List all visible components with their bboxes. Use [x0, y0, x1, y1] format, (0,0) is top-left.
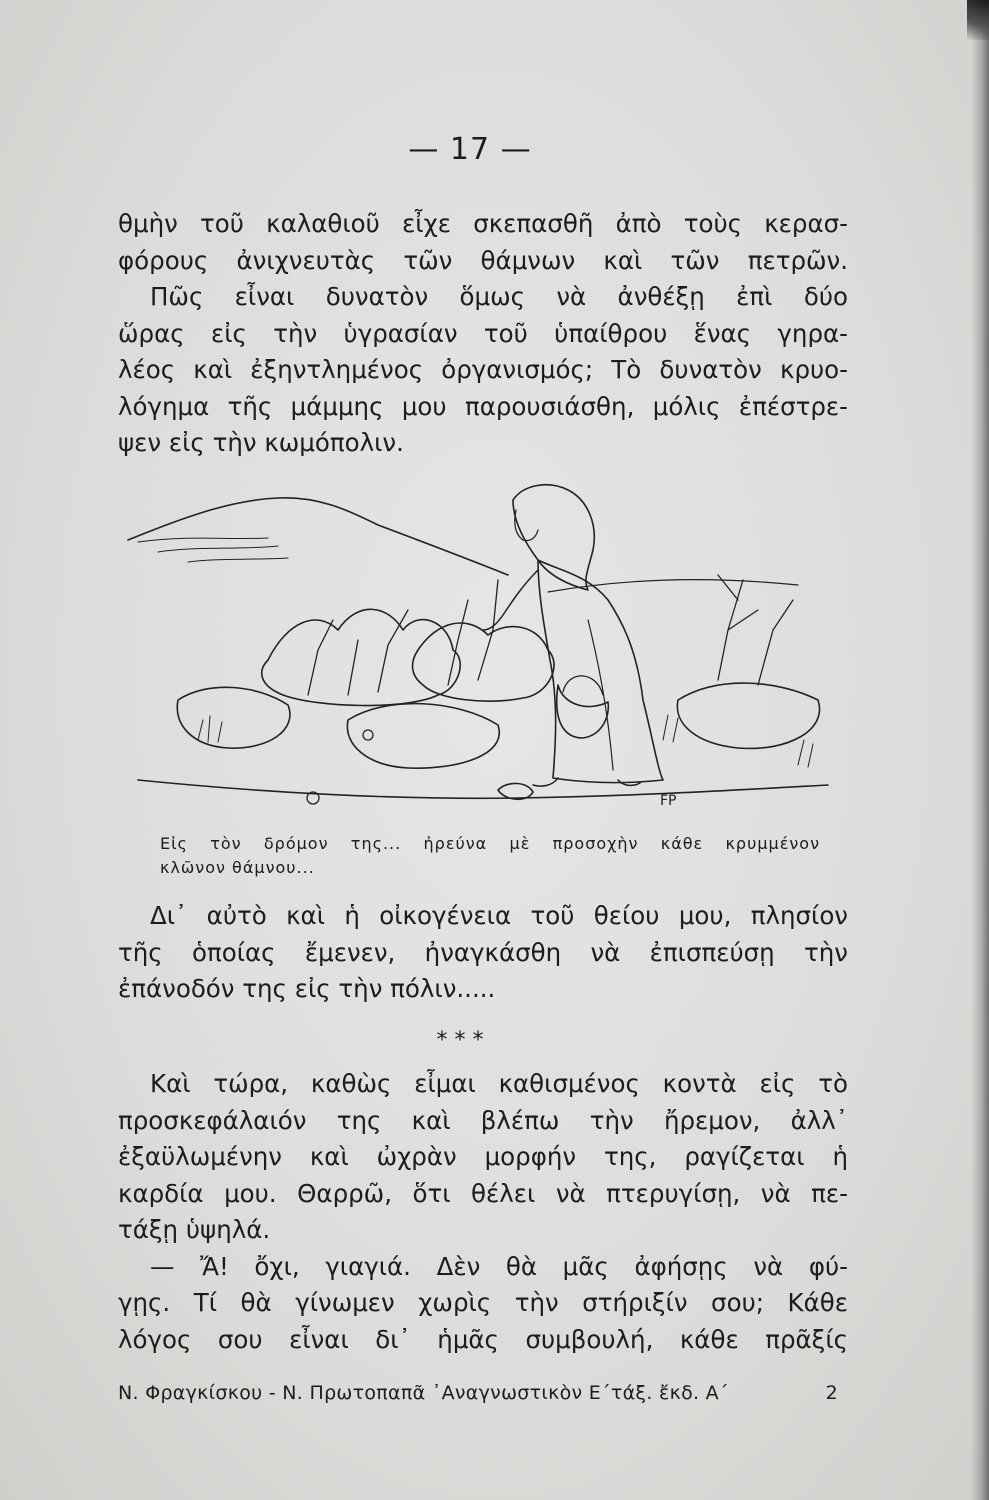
page-number: — 17 —: [408, 132, 532, 167]
snail: [363, 730, 373, 740]
text-line: ἐξαϋλωμένην καὶ ὠχρὰν μορφήν της, ραγίζεται ἡ: [118, 1142, 848, 1171]
text-line: προσκεφάλαιόν της καὶ βλέπω τὴν ἤρεμον, ἀλλ᾽: [118, 1105, 848, 1135]
illustration-woman-gathering: [118, 480, 838, 820]
ground-line: [138, 780, 828, 798]
page-corner-shadow: [967, 0, 989, 40]
middle-paragraph: [118, 898, 848, 1008]
bush-branches: [308, 580, 498, 695]
text-line: καρδία μου. Θαρρῶ, ὅτι θέλει νὰ πτερυγίσῃ, νὰ πε-: [118, 1178, 848, 1208]
rock-small: [498, 783, 533, 799]
caption-line: Εἰς τὸν δρόμον της... ἠρεύνα μὲ προσοχὴν κάθε κρυμμένον: [160, 834, 820, 853]
text-line: λόγος σου εἶναι δι᾽ ἡμᾶς συμβουλή, κάθε πρᾶξίς: [118, 1324, 848, 1354]
plant-right: [718, 575, 793, 685]
text-line: ὥρας εἰς τὴν ὑγρασίαν τοῦ ὑπαίθρου ἕνας γηρα-: [118, 318, 848, 348]
text-line: — Ἄ! ὄχι, γιαγιά. Δὲν θὰ μᾶς ἀφήσῃς νὰ φύ-: [150, 1251, 848, 1281]
hill-outline: [128, 498, 508, 575]
caption-line: κλῶνον θάμνου...: [160, 858, 315, 877]
rock-left: [177, 687, 290, 748]
woman-body: [538, 560, 663, 783]
basket: [557, 685, 609, 738]
text-line: τάξῃ ὑψηλά.: [118, 1215, 271, 1244]
text-line: γῃς. Τί θὰ γίνωμεν χωρὶς τὴν στήριξίν σου; Κάθε: [118, 1288, 848, 1317]
page-edge-shadow: [971, 0, 989, 1500]
footer-text: Ν. Φραγκίσκου - Ν. Πρωτοπαπᾶ ᾿Αναγνωστικὸν Ε΄τάξ. ἔκδ. Α΄: [118, 1382, 729, 1404]
text-line: Καὶ τώρα, καθὼς εἶμαι καθισμένος κοντὰ εἰς τὸ: [150, 1069, 848, 1098]
basket-handle: [563, 676, 603, 695]
text-line: λέος καὶ ἐξηντλημένος ὀργανισμός; Τὸ δυνατὸν κρυο-: [118, 355, 848, 384]
woman-headscarf: [513, 485, 594, 590]
grass: [198, 715, 813, 767]
text-line: Δι᾽ αὐτὸ καὶ ἡ οἰκογένεια τοῦ θείου μου, πλησίον: [150, 901, 848, 930]
illustration-monogram: FP: [660, 793, 677, 809]
bottom-paragraphs: [118, 1066, 848, 1358]
hill-shading: [138, 538, 288, 562]
text-line: Πῶς εἶναι δυνατὸν ὅμως νὰ ἀνθέξῃ ἐπὶ δύο: [150, 282, 848, 311]
text-line: ψεν εἰς τὴν κωμόπολιν.: [118, 428, 404, 457]
signature-mark: 2: [825, 1382, 838, 1404]
text-line: φόρους ἀνιχνευτὰς τῶν θάμνων καὶ τῶν πετρῶν.: [118, 245, 848, 275]
text-line: τῆς ὁποίας ἔμενεν, ἠναγκάσθη νὰ ἐπισπεύσῃ τὴν: [118, 937, 848, 967]
text-line: θμὴν τοῦ καλαθιοῦ εἶχε σκεπασθῆ ἀπὸ τοὺς κερασ-: [118, 209, 848, 238]
illustration-caption: [160, 832, 820, 880]
text-line: λόγημα τῆς μάμμης μου παρουσιάσθη, μόλις ἐπέστρε-: [118, 391, 848, 421]
text-line: ἐπάνοδόν της εἰς τὴν πόλιν.....: [118, 974, 496, 1003]
page-footer: [118, 1382, 838, 1404]
rock-right: [677, 683, 819, 748]
woman-apron: [588, 620, 613, 770]
woman-arm: [483, 570, 538, 630]
top-paragraph: [118, 206, 848, 462]
rock-center: [347, 704, 499, 769]
section-separator: * * *: [436, 1028, 484, 1053]
